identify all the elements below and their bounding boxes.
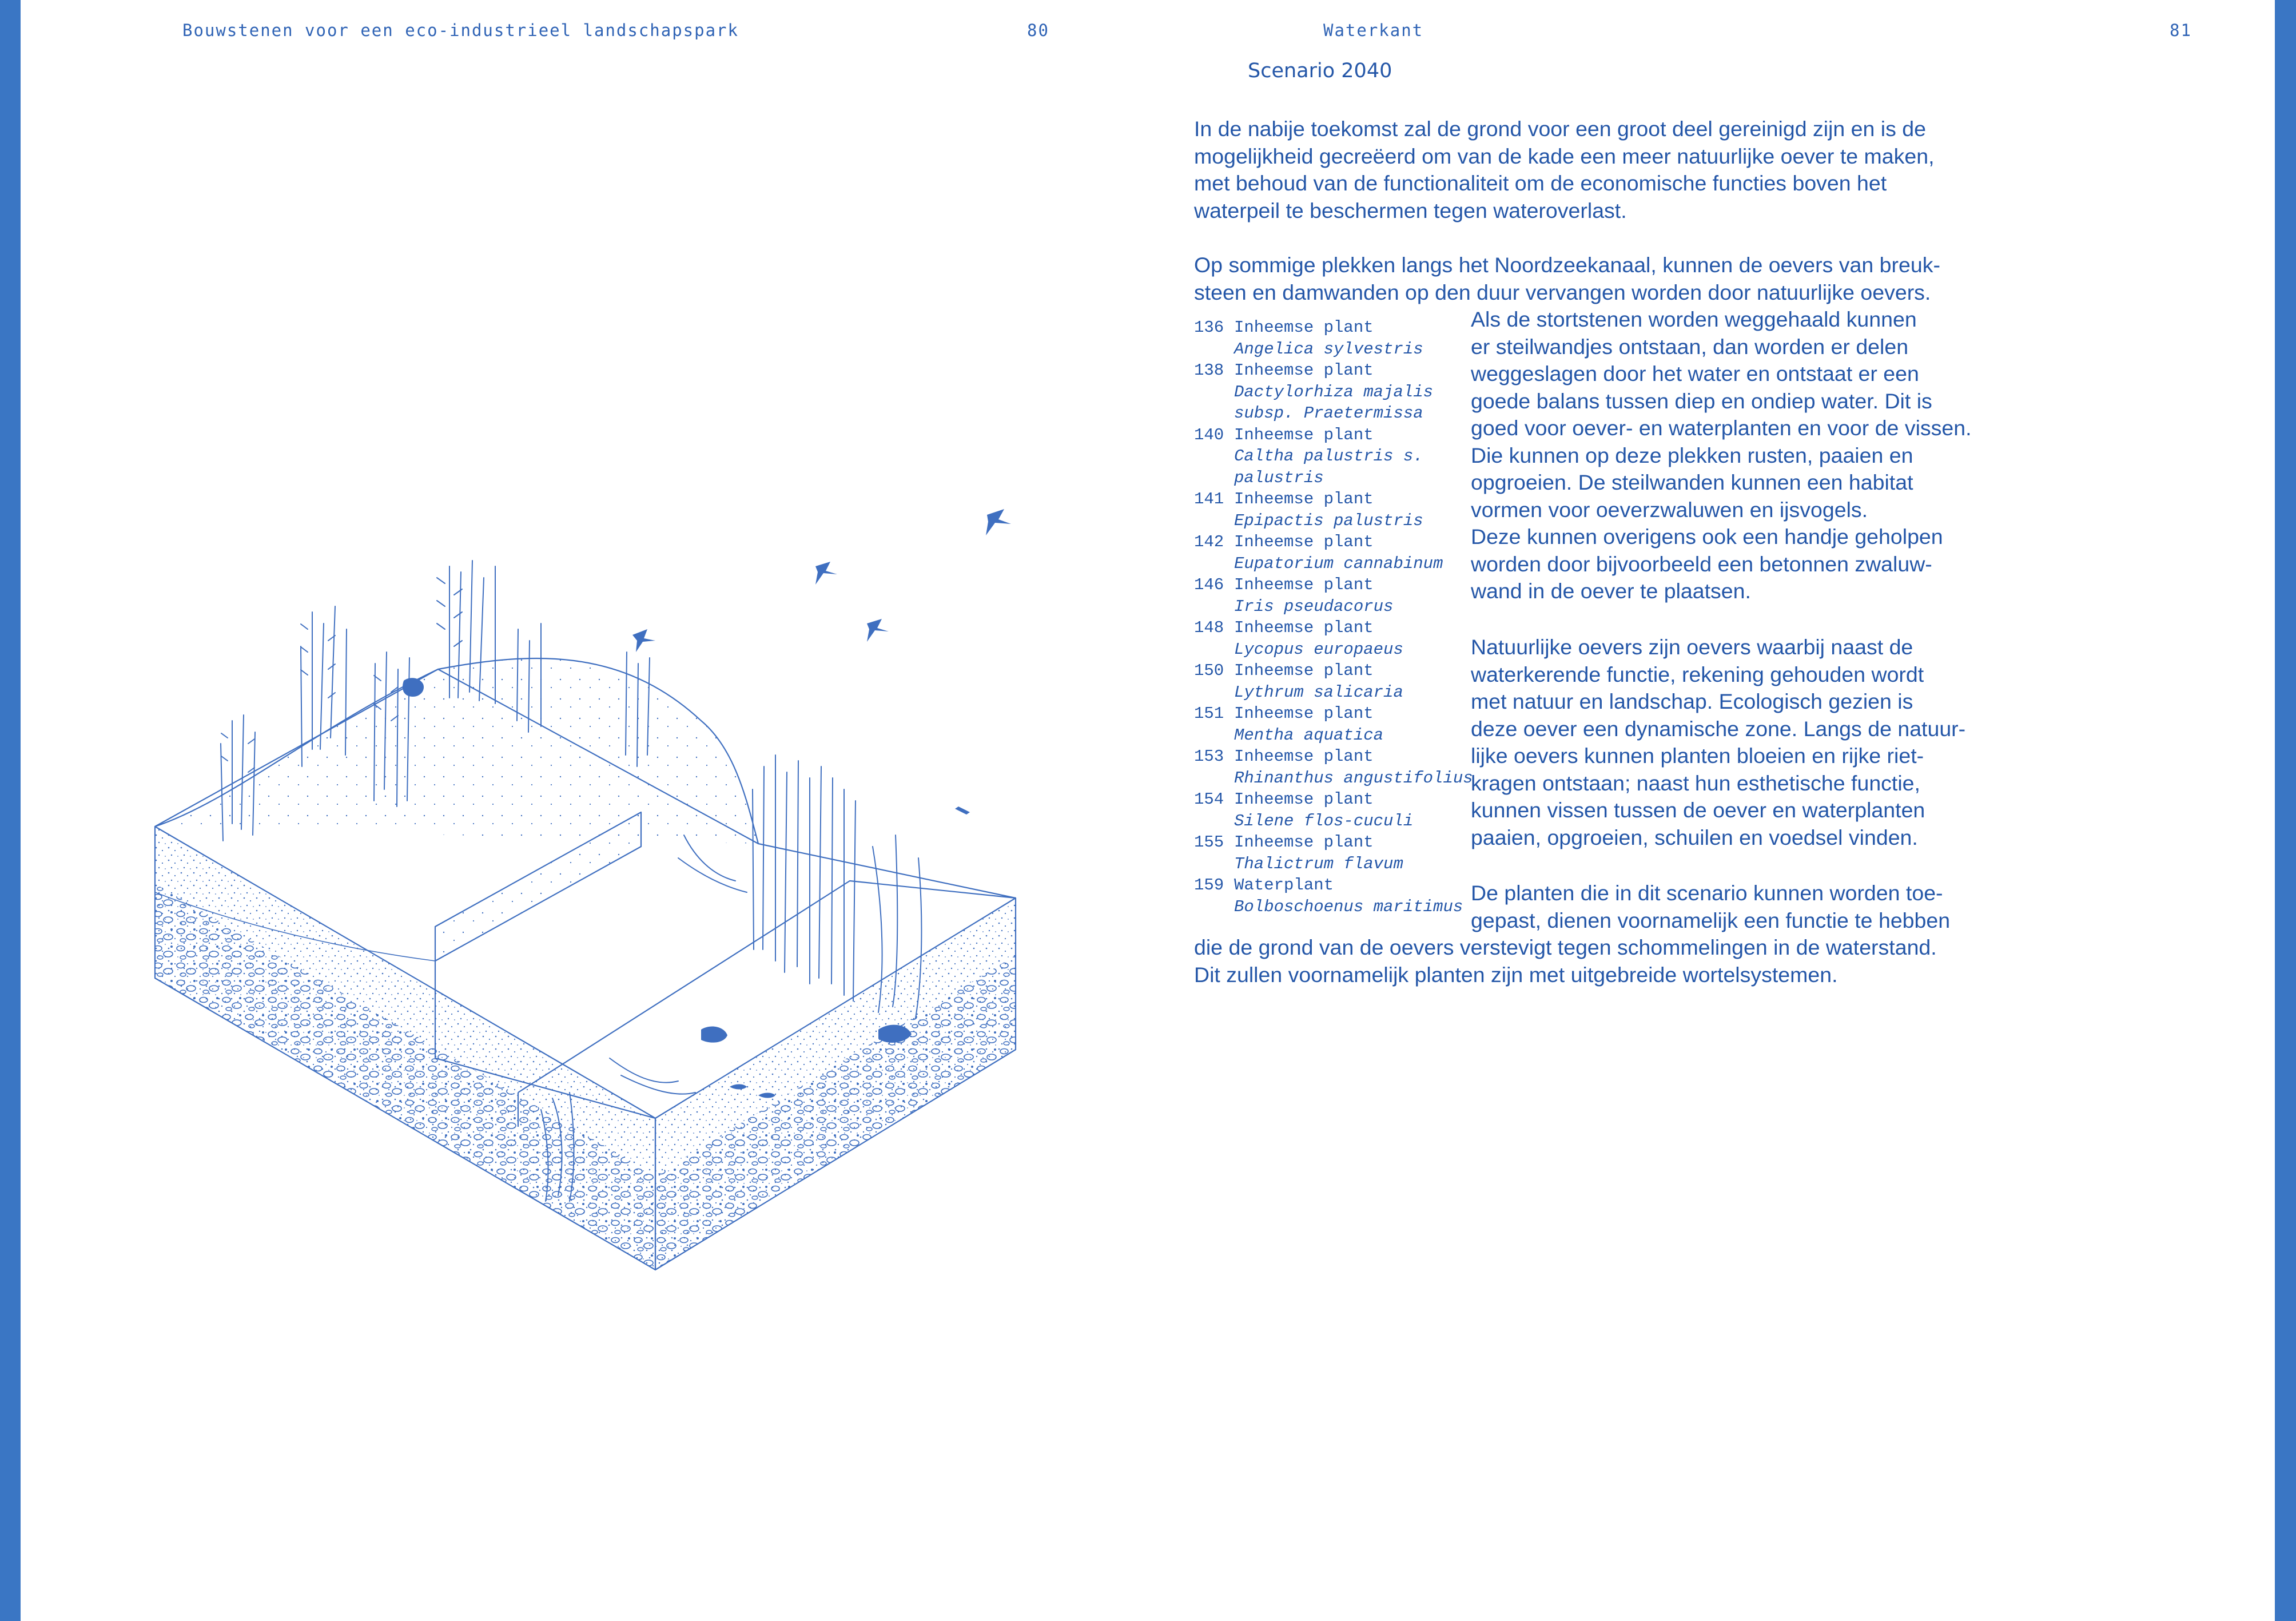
plant-category: Inheemse plant bbox=[1234, 490, 1374, 508]
paragraph-line: gepast, dienen voornamelijk een functie te hebben bbox=[1471, 908, 1951, 932]
paragraph-steep-banks bbox=[1471, 306, 1972, 605]
paragraph-line: weggeslagen door het water en ontstaat er een bbox=[1471, 361, 1919, 386]
plant-number: 150 bbox=[1194, 661, 1224, 680]
paragraph-natural-banks-intro bbox=[1194, 252, 1940, 306]
bird-swallow-3 bbox=[867, 619, 889, 642]
right-page-number: 81 bbox=[2170, 21, 2192, 40]
plant-number: 151 bbox=[1194, 704, 1224, 723]
paragraph-line: goed voor oever- en waterplanten en voor de vissen. bbox=[1471, 416, 1972, 440]
plant-latin-name: Epipactis palustris bbox=[1234, 511, 1423, 530]
paragraph-plants-narrow bbox=[1471, 880, 1950, 934]
paragraph-line: paaien, opgroeien, schuilen en voedsel vinden. bbox=[1471, 825, 1918, 849]
plant-latin-name: Silene flos-cuculi bbox=[1234, 811, 1414, 831]
plant-category: Inheemse plant bbox=[1234, 747, 1374, 766]
paragraph-line: kunnen vissen tussen de oever en waterplanten bbox=[1471, 798, 1925, 822]
bird-swallow-2 bbox=[815, 562, 837, 585]
plant-category: Inheemse plant bbox=[1234, 661, 1374, 680]
paragraph-intro bbox=[1194, 116, 1934, 224]
paragraph-line: lijke oevers kunnen planten bloeien en rijke riet- bbox=[1471, 744, 1924, 768]
plant-number: 140 bbox=[1194, 425, 1224, 444]
left-running-title: Bouwstenen voor een eco-industrieel landschapspark bbox=[182, 21, 739, 40]
paragraph-line: Natuurlijke oevers zijn oevers waarbij naast de bbox=[1471, 635, 1913, 659]
plant-latin-name: Angelica sylvestris bbox=[1234, 339, 1423, 359]
paragraph-line: waterkerende functie, rekening gehouden wordt bbox=[1471, 662, 1924, 686]
plant-number: 142 bbox=[1194, 533, 1224, 551]
bird-swallow-1 bbox=[986, 509, 1011, 535]
plant-latin-name: Bolboschoenus maritimus bbox=[1234, 897, 1463, 916]
plant-category: Inheemse plant bbox=[1234, 704, 1374, 723]
paragraph-line: mogelijkheid gecreëerd om van de kade een meer natuurlijke oever te maken, bbox=[1194, 144, 1935, 168]
paragraph-line: goede balans tussen diep en ondiep water. Dit is bbox=[1471, 388, 1932, 413]
plant-list-item bbox=[1194, 424, 1480, 489]
plant-category: Inheemse plant bbox=[1234, 361, 1374, 380]
plant-list-item bbox=[1194, 317, 1480, 360]
dike-surface bbox=[155, 658, 758, 844]
paragraph-line: Dit zullen voornamelijk planten zijn met uitgebreide wortelsystemen. bbox=[1194, 962, 1838, 987]
plant-category: Inheemse plant bbox=[1234, 833, 1374, 852]
plant-category: Inheemse plant bbox=[1234, 318, 1374, 337]
plant-category: Waterplant bbox=[1234, 876, 1334, 895]
plant-number: 136 bbox=[1194, 318, 1224, 337]
left-page-number: 80 bbox=[1027, 21, 1049, 40]
plant-latin-name: Iris pseudacorus bbox=[1234, 597, 1394, 616]
paragraph-line: steen en damwanden op den duur vervangen worden door natuurlijke oevers. bbox=[1194, 280, 1931, 304]
plant-list-item bbox=[1194, 875, 1480, 917]
paragraph-line: Die kunnen op deze plekken rusten, paaien en bbox=[1471, 443, 1913, 467]
plant-latin-name: Dactylorhiza majalis bbox=[1234, 382, 1434, 402]
paragraph-line: Deze kunnen overigens ook een handje geholpen bbox=[1471, 525, 1943, 549]
plant-list-item bbox=[1194, 617, 1480, 660]
plant-list-item bbox=[1194, 832, 1480, 875]
plant-latin-name: Lycopus europaeus bbox=[1234, 639, 1403, 659]
plant-latin-name: Caltha palustris s. bbox=[1234, 447, 1423, 466]
paragraph-line: Als de stortstenen worden weggehaald kunnen bbox=[1471, 307, 1917, 331]
plant-list-item bbox=[1194, 488, 1480, 531]
plant-number: 138 bbox=[1194, 361, 1224, 380]
plant-category: Inheemse plant bbox=[1234, 575, 1374, 594]
paragraph-line: wand in de oever te plaatsen. bbox=[1471, 579, 1751, 603]
plant-number: 146 bbox=[1194, 575, 1224, 594]
plant-category: Inheemse plant bbox=[1234, 425, 1374, 444]
bird-flying-4 bbox=[632, 629, 655, 652]
paragraph-natural-banks bbox=[1471, 634, 1965, 851]
paragraph-line: deze oever een dynamische zone. Langs de natuur- bbox=[1471, 716, 1966, 741]
plant-list-item bbox=[1194, 574, 1480, 617]
plant-list-item bbox=[1194, 789, 1480, 832]
paragraph-line: kragen ontstaan; naast hun esthetische functie, bbox=[1471, 770, 1920, 795]
paragraph-line: er steilwandjes ontstaan, dan worden er delen bbox=[1471, 334, 1909, 359]
plant-category: Inheemse plant bbox=[1234, 533, 1374, 551]
right-running-title: Waterkant bbox=[1323, 21, 1424, 40]
plant-list-item bbox=[1194, 360, 1480, 424]
scenario-title: Scenario 2040 bbox=[1248, 59, 1392, 82]
plant-latin-name: Rhinanthus angustifolius bbox=[1234, 768, 1473, 788]
dragonfly bbox=[955, 806, 970, 815]
plant-number: 141 bbox=[1194, 490, 1224, 508]
plant-number: 153 bbox=[1194, 747, 1224, 766]
paragraph-plants-full bbox=[1194, 934, 1937, 988]
plant-latin-name: subsp. Praetermissa bbox=[1234, 404, 1423, 423]
paragraph-line: waterpeil te beschermen tegen wateroverlast. bbox=[1194, 198, 1627, 223]
plant-number: 148 bbox=[1194, 618, 1224, 637]
kingfisher bbox=[701, 1027, 727, 1043]
plant-latin-name: palustris bbox=[1234, 468, 1324, 487]
plant-category: Inheemse plant bbox=[1234, 790, 1374, 809]
plant-latin-name: Lythrum salicaria bbox=[1234, 682, 1403, 702]
plant-list-item bbox=[1194, 703, 1480, 746]
plant-latin-name: Thalictrum flavum bbox=[1234, 854, 1403, 873]
paragraph-line: vormen voor oeverzwaluwen en ijsvogels. bbox=[1471, 497, 1868, 522]
isometric-riverbank-illustration bbox=[129, 480, 1113, 1281]
plant-category: Inheemse plant bbox=[1234, 618, 1374, 637]
plant-list-item bbox=[1194, 746, 1480, 789]
book-spread bbox=[21, 0, 2275, 1621]
paragraph-line: De planten die in dit scenario kunnen worden toe- bbox=[1471, 881, 1943, 905]
plant-number: 154 bbox=[1194, 790, 1224, 809]
paragraph-line: Op sommige plekken langs het Noordzeekanaal, kunnen de oevers van breuk- bbox=[1194, 253, 1940, 277]
plant-latin-name: Eupatorium cannabinum bbox=[1234, 554, 1443, 573]
plant-list-item bbox=[1194, 531, 1480, 574]
plant-list-item bbox=[1194, 660, 1480, 703]
paragraph-line: met behoud van de functionaliteit om de economische functies boven het bbox=[1194, 171, 1887, 195]
paragraph-line: met natuur en landschap. Ecologisch gezien is bbox=[1471, 689, 1913, 713]
paragraph-line: In de nabije toekomst zal de grond voor een groot deel gereinigd zijn en is de bbox=[1194, 117, 1926, 141]
paragraph-line: worden door bijvoorbeeld een betonnen zwaluw- bbox=[1471, 551, 1932, 576]
plant-latin-name: Mentha aquatica bbox=[1234, 725, 1384, 745]
plant-species-list bbox=[1194, 317, 1480, 917]
plant-number: 155 bbox=[1194, 833, 1224, 852]
plant-number: 159 bbox=[1194, 876, 1224, 895]
paragraph-line: opgroeien. De steilwanden kunnen een habitat bbox=[1471, 470, 1913, 494]
paragraph-line: die de grond van de oevers verstevigt tegen schommelingen in de waterstand. bbox=[1194, 935, 1937, 959]
